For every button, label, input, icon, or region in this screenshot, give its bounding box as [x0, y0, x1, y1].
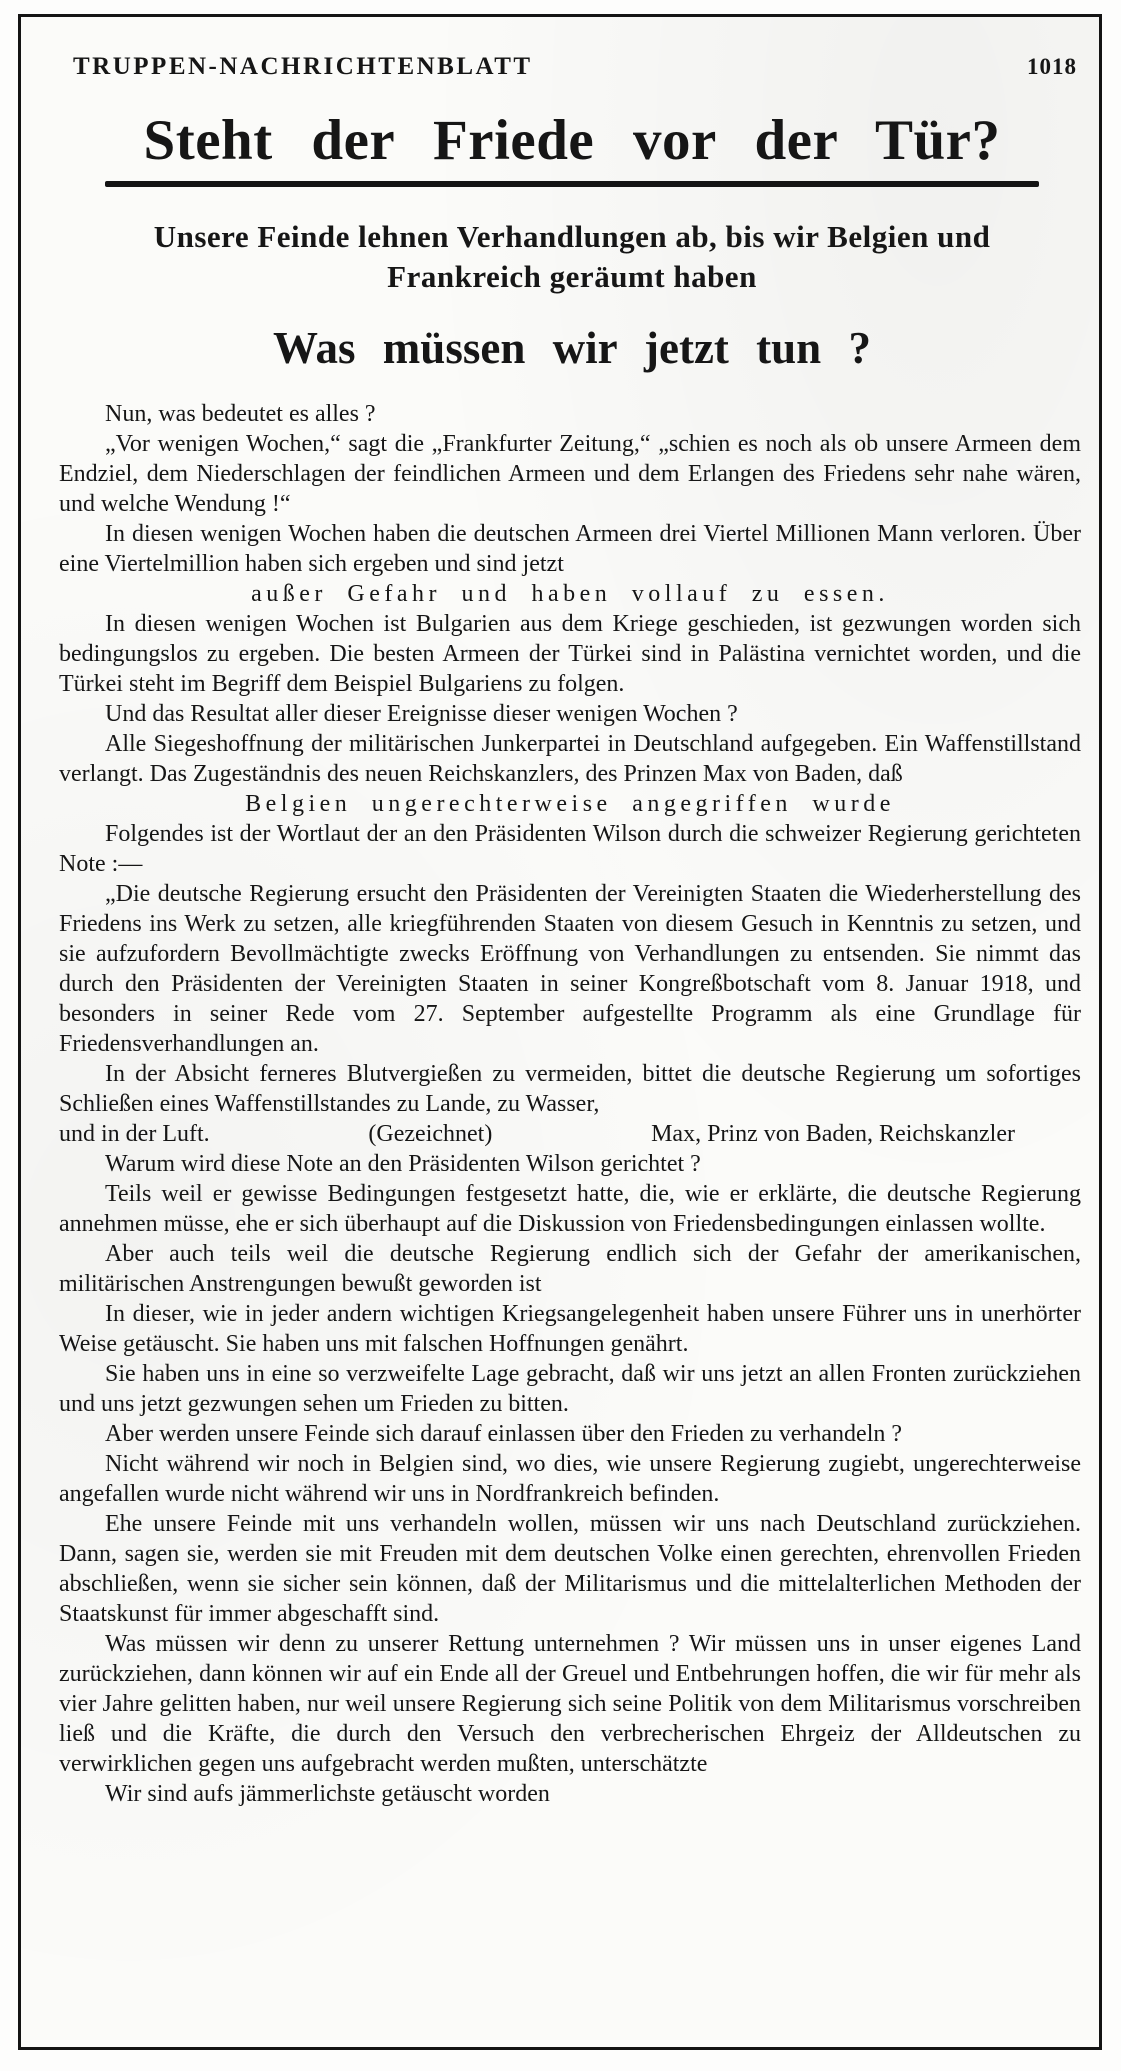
emphasized-line: Belgien ungerechterweise angegriffen wurde [245, 790, 895, 817]
paragraph: Alle Siegeshoffnung der militärischen Junkerpartei in Deutschland aufgegeben. Ein Waffenstillstand verlangt. Das Zugeständnis des neuen Reichskanzlers, des Prinzen Max von Baden, daß [59, 730, 1081, 787]
signature-name: Max, Prinz von Baden, Reichskanzler [651, 1120, 1015, 1147]
paragraph: Folgendes ist der Wortlaut der an den Präsidenten Wilson durch die schweizer Regierung gerichteten Note :— [59, 820, 1081, 877]
page-frame [18, 14, 1102, 2050]
page-number: 1018 [1027, 54, 1077, 79]
signature-lead: und in der Luft. [59, 1120, 210, 1147]
paragraph: In diesen wenigen Wochen ist Bulgarien aus dem Kriege geschieden, ist gezwungen worden sich bedingungslos zu ergeben. Die besten Armeen der Türkei sind in Palästina vernichtet worden, und die Türkei steht im Begriff dem Beispiel Bulgariens zu folgen. [59, 610, 1081, 697]
paragraph: Aber werden unsere Feinde sich darauf einlassen über den Frieden zu verhandeln ? [105, 1420, 903, 1447]
paragraph: Ehe unsere Feinde mit uns verhandeln wollen, müssen wir uns nach Deutschland zurückziehen. Dann, sagen sie, werden sie mit Freuden mit dem deutschen Volke einen gerechten, ehrenvollen Frieden abschließen, wenn sie sicher sein können, daß der Militarismus und die mittelalterlichen Methoden der Staatskunst für immer abgeschafft sind. [59, 1510, 1081, 1627]
paragraph: Aber auch teils weil die deutsche Regierung endlich sich der Gefahr der amerikanischen, militärischen Anstrengungen bewußt geworden ist [59, 1240, 1081, 1297]
document-body [59, 399, 1085, 1809]
paragraph: In diesen wenigen Wochen haben die deutschen Armeen drei Viertel Millionen Mann verloren. Über eine Viertelmillion haben sich ergeben und sind jetzt [59, 520, 1081, 577]
paragraph: Wir sind aufs jämmerlichste getäuscht worden [105, 1780, 550, 1807]
paragraph: In dieser, wie in jeder andern wichtigen Kriegsangelegenheit haben unsere Führer uns in unerhörter Weise getäuscht. Sie haben uns mit falschen Hoffnungen genährt. [59, 1300, 1081, 1357]
main-headline: Steht der Friede vor der Tür? [143, 109, 1001, 172]
masthead [59, 53, 1085, 81]
paragraph: Sie haben uns in eine so verzweifelte Lage gebracht, daß wir uns jetzt an allen Fronten zurückziehen und uns jetzt gezwungen sehen um Frieden zu bitten. [59, 1360, 1081, 1417]
paragraph: In der Absicht ferneres Blutvergießen zu vermeiden, bittet die deutsche Regierung um sofortiges Schließen eines Waffenstillstandes zu Lande, zu Wasser, [59, 1060, 1081, 1117]
signature-gezeichnet: (Gezeichnet) [368, 1120, 493, 1147]
emphasized-line: außer Gefahr und haben vollauf zu essen. [251, 580, 889, 607]
signature-line [59, 1119, 1081, 1149]
paragraph: Was müssen wir denn zu unserer Rettung unternehmen ? Wir müssen uns in unser eigenes Land zurückziehen, dann können wir auf ein Ende all der Greuel und Entbehrungen hoffen, die wir für mehr als vier Jahre gelitten haben, nur weil unsere Regierung sich seine Politik von dem Militarismus vorschreiben ließ und die Kräfte, die durch den Versuch den verbrecherischen Ehrgeiz der Alldeutschen zu verwirklichen gegen uns aufgebracht werden mußten, unterschätzte [59, 1630, 1081, 1777]
paragraph: Und das Resultat aller dieser Ereignisse dieser wenigen Wochen ? [105, 700, 738, 727]
headline-rule [105, 181, 1039, 187]
question-headline: Was müssen wir jetzt tun ? [273, 323, 871, 374]
paragraph: „Die deutsche Regierung ersucht den Präsidenten der Vereinigten Staaten die Wiederherstellung des Friedens ins Werk zu setzen, alle kriegführenden Staaten von diesem Gesuch in Kenntnis zu setzen, und sie aufzufordern Bevollmächtigte zwecks Eröffnung von Verhandlungen zu entsenden. Sie nimmt das durch den Präsidenten der Vereinigten Staaten in seiner Kongreßbotschaft vom 8. Januar 1918, und besonders in seiner Rede vom 27. September aufgestellte Programm als eine Grundlage für Friedensverhandlungen an. [59, 880, 1081, 1057]
paragraph: „Vor wenigen Wochen,“ sagt die „Frankfurter Zeitung,“ „schien es noch als ob unsere Armeen dem Endziel, dem Niederschlagen der feindlichen Armeen und dem Erlangen des Friedens sehr nahe wären, und welche Wendung !“ [59, 430, 1081, 517]
paragraph: Teils weil er gewisse Bedingungen festgesetzt hatte, die, wie er erklärte, die deutsche Regierung annehmen müsse, ehe er sich überhaupt auf die Diskussion von Friedensbedingungen einlassen wollte. [59, 1180, 1081, 1237]
paragraph: Nicht während wir noch in Belgien sind, wo dies, wie unsere Regierung zugiebt, ungerechterweise angefallen wurde nicht während wir uns in Nordfrankreich befinden. [59, 1450, 1081, 1507]
sub-headline: Unsere Feinde lehnen Verhandlungen ab, bis wir Belgien und Frankreich geräumt haben [153, 218, 991, 295]
masthead-title: TRUPPEN-NACHRICHTENBLATT [73, 53, 533, 80]
paragraph: Nun, was bedeutet es alles ? [105, 400, 376, 427]
paragraph: Warum wird diese Note an den Präsidenten Wilson gerichtet ? [105, 1150, 701, 1177]
